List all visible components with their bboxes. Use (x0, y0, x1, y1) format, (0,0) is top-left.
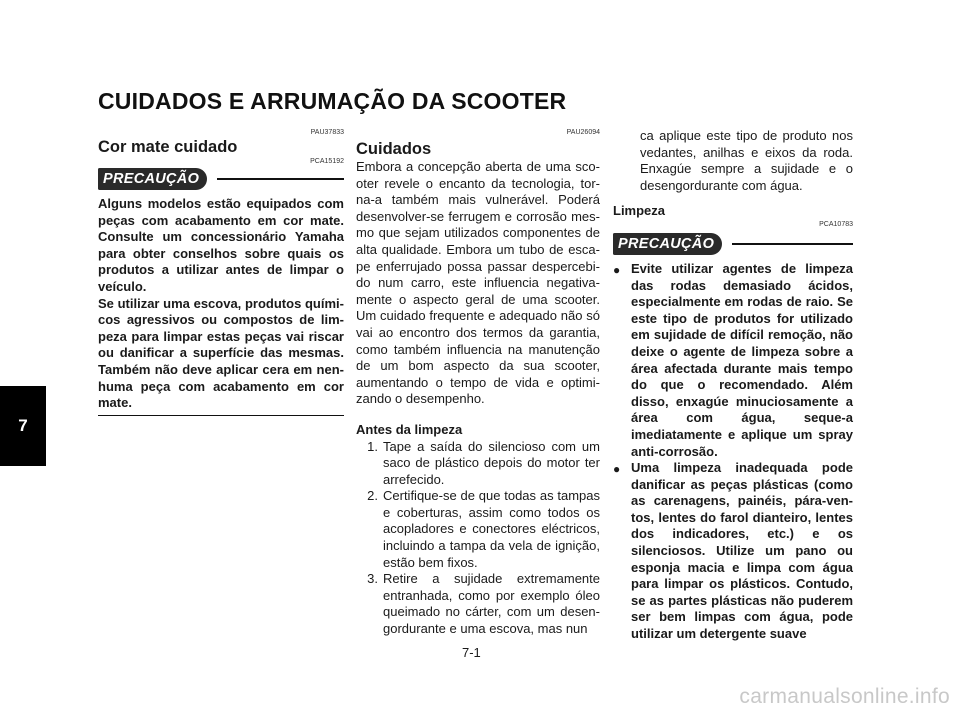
caution-code: PCA10783 (819, 220, 853, 228)
bullet-text: Uma limpeza inadequada pode danificar as peças plásticas (como as carenagens, painéis, pára-ventos, lentes do farol dianteiro, lentes dos indicadores, etc.) e os silenciosos. Utilize um pano ou esponja macia e limpa com água para limpar os plásticos. Contudo, se as partes plásticas não puderem ser bem limpas com água, pode utilizar um detergente suave (631, 460, 853, 642)
reference-code: PAU26094 (566, 129, 600, 136)
list-number: 3. (367, 571, 378, 587)
bullet-dot-icon: ● (613, 462, 621, 477)
caution-code: PCA15192 (310, 158, 344, 165)
subheading-before-cleaning: Antes da limpeza (356, 421, 463, 437)
bullet-text: Evite utilizar agentes de limpeza das rodas demasiado ácidos, especialmente em rodas de raio. Se este tipo de produtos for utilizado em sujidade de difícil remoção, não deixe o agente de limpeza sobre a área afectada durante mais tempo do que o recomendado. Além disso, enxagúe minuciosamente a área com água, seque-a imediatamente e aplique um spray anti-corrosão. (631, 260, 853, 459)
caution-header (613, 233, 853, 255)
bullet-dot-icon: ● (613, 262, 621, 277)
caution-paragraph: Alguns modelos estão equipados com peças com acabamento em cor mate. Consulte um concessionário Yamaha para obter conselhos sobre quais os produtos a utilizar antes de limpar o veículo. (98, 196, 344, 294)
list-number: 1. (367, 438, 378, 454)
list-number: 2. (367, 488, 378, 504)
caution-bullet (613, 460, 853, 643)
body-paragraph: Embora a concepção aberta de uma scooter revele o encanto da tecnologia, torna-a também mais vulnerável. Poderá desenvolver-se ferrugem e corrosão mesmo que sejam utilizados componentes de alta qualidade. Embora um tubo de escape enferrujado possa passar despercebido num carro, este influencia negativamente o aspecto geral de uma scooter. Um cuidado frequente e adequado não só vai ao encontro dos termos da garantia, como também influencia na manutenção de um bom aspecto da sua scooter, aumentando o tempo de vida e optimizando o desempenho. (356, 159, 600, 407)
caution-badge: PRECAUÇÃO (98, 168, 207, 190)
page-title: CUIDADOS E ARRUMAÇÃO DA SCOOTER (98, 88, 567, 114)
chapter-tab: 7 (0, 386, 46, 466)
list-item (356, 571, 600, 637)
column-1 (98, 128, 344, 416)
reference-code: PAU37833 (310, 129, 344, 136)
watermark: carmanualsonline.info (739, 685, 950, 708)
column-3 (613, 128, 853, 643)
list-text: Tape a saída do silencioso com um saco de plástico depois do motor ter arrefecido. (383, 438, 600, 487)
column-2 (356, 128, 600, 638)
list-item (356, 439, 600, 489)
page-number: 7-1 (462, 645, 481, 660)
list-text: Certifique-se de que todas as tampas e coberturas, assim como todos os acopladores e conectores eléctricos, incluindo a tampa da vela de ignição, estão bem fixos. (383, 488, 600, 570)
caution-rule (732, 243, 853, 245)
section-heading-care: Cuidados (356, 140, 432, 158)
subheading-cleaning: Limpeza (613, 203, 666, 219)
caution-end-rule (98, 415, 344, 417)
section-heading-matte-care: Cor mate cuidado (98, 138, 238, 156)
list-item (356, 488, 600, 571)
caution-paragraph: Se utilizar uma escova, produtos químicos agressivos ou compostos de limpeza para limpar estas peças vai riscar ou danificar a superfície das mesmas. Também não deve aplicar cera em nenhuma peça com acabamento em cor mate. (98, 295, 344, 411)
caution-badge: PRECAUÇÃO (613, 233, 722, 255)
caution-rule (217, 178, 344, 180)
caution-header (98, 168, 344, 190)
list-text: Retire a sujidade extremamente entranhada, como por exemplo óleo queimado no cárter, com um desengordurante e uma escova, mas nun (383, 571, 600, 637)
caution-bullet (613, 261, 853, 460)
list-continuation: ca aplique este tipo de produto nos vedantes, anilhas e eixos da roda. Enxagúe sempre a sujidade e o desengordurante com água. (640, 128, 853, 193)
